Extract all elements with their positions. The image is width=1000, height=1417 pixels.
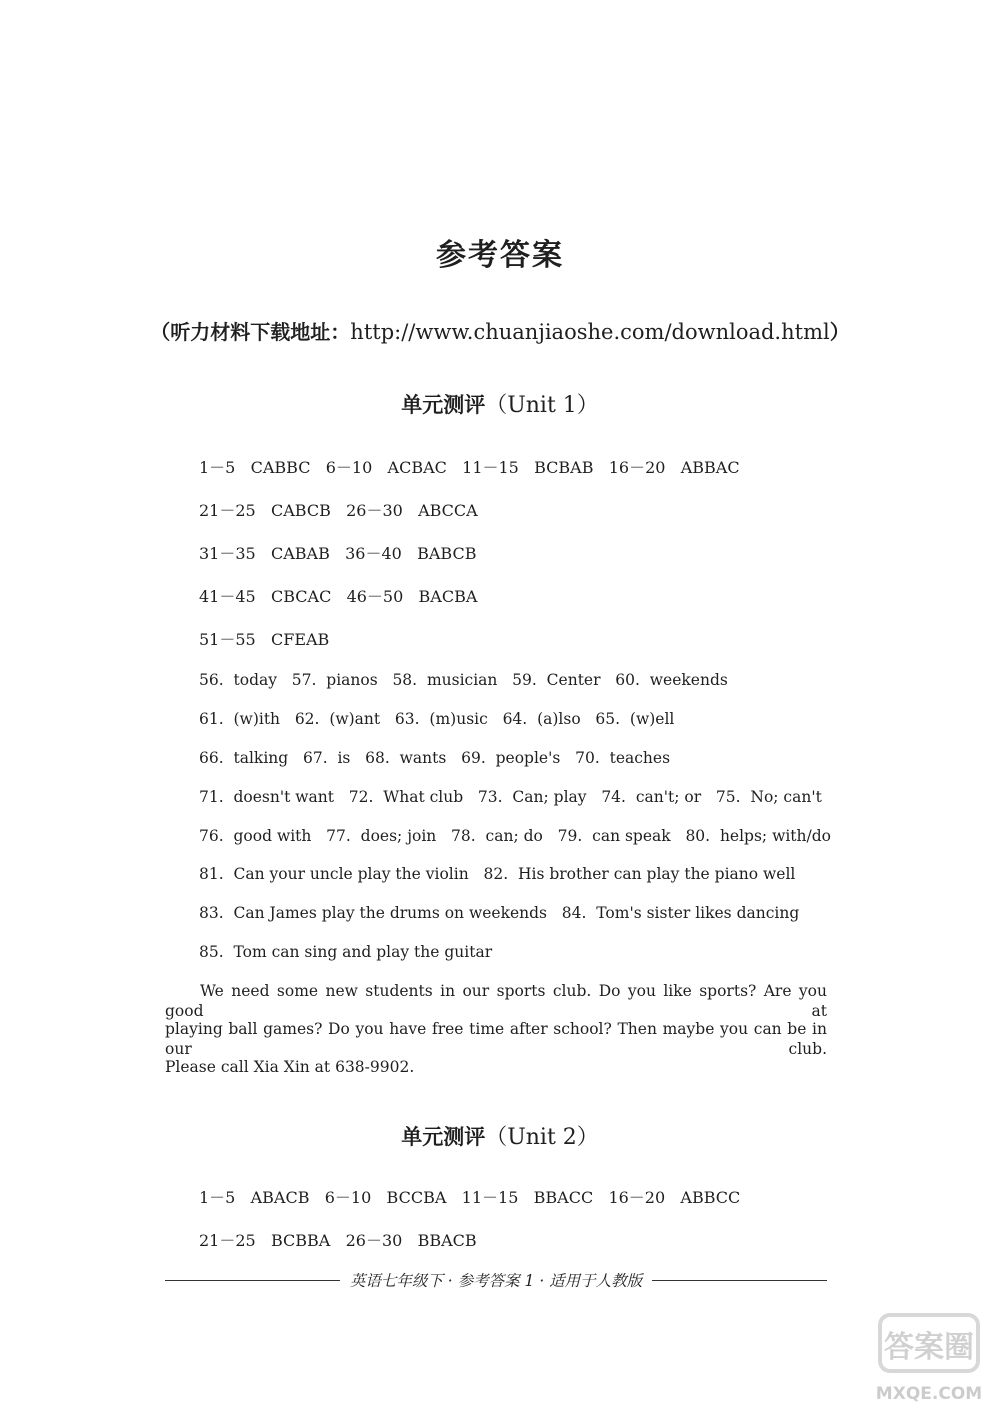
download-note: [0, 316, 1000, 345]
watermark-top-text: 答案圈: [884, 1330, 974, 1365]
page-title: 参考答案: [436, 238, 564, 273]
unit1-answer-line: 81. Can your uncle play the violin 82. His brother can play the piano well: [199, 865, 796, 883]
download-note-prefix: （听力材料下载地址：: [150, 320, 351, 344]
unit1-paragraph-line: We need some new students in our sports club. Do you like sports? Are you good at: [165, 982, 827, 1020]
watermark-bottom-text: MXQE.COM: [875, 1384, 983, 1404]
unit1-answer-line: 76. good with 77. does; join 78. can; do 79. can speak 80. helps; with/do: [199, 827, 831, 845]
unit1-heading-cn: 单元测评: [401, 393, 486, 417]
download-note-suffix: ）: [829, 320, 850, 344]
unit1-answer-line: 83. Can James play the drums on weekends 84. Tom's sister likes dancing: [199, 904, 800, 922]
unit1-answer-line: 71. doesn't want 72. What club 73. Can; play 74. can't; or 75. No; can't: [199, 788, 822, 806]
unit1-answer-line: 1－5 CABBC 6－10 ACBAC 11－15 BCBAB 16－20 ABBAC: [199, 458, 740, 477]
unit1-answer-line: 85. Tom can sing and play the guitar: [199, 943, 493, 961]
unit1-answer-line: 51－55 CFEAB: [199, 630, 330, 649]
footer-text: 英语七年级下 · 参考答案 1 · 适用于人教版: [349, 1272, 643, 1290]
watermark-logo: [874, 1309, 984, 1409]
unit1-answer-line: 61. (w)ith 62. (w)ant 63. (m)usic 64. (a)lso 65. (w)ell: [199, 710, 675, 728]
unit2-answer-line: 1－5 ABACB 6－10 BCCBA 11－15 BBACC 16－20 ABBCC: [199, 1188, 741, 1207]
unit2-heading: [0, 1120, 1000, 1151]
unit1-answer-line: 66. talking 67. is 68. wants 69. people's 70. teaches: [199, 749, 671, 767]
footer-rule-left: [165, 1280, 340, 1281]
unit2-heading-cn: 单元测评: [401, 1125, 486, 1149]
unit1-heading: [0, 388, 1000, 419]
unit1-paragraph-line: Please call Xia Xin at 638-9902.: [165, 1058, 415, 1076]
unit1-answer-line: 41－45 CBCAC 46－50 BACBA: [199, 587, 478, 606]
unit1-answer-line: 56. today 57. pianos 58. musician 59. Center 60. weekends: [199, 671, 728, 689]
footer-rule-right: [652, 1280, 827, 1281]
unit1-answer-line: 21－25 CABCB 26－30 ABCCA: [199, 501, 478, 520]
unit1-heading-en: （Unit 1）: [485, 393, 599, 418]
page-footer: [165, 1268, 827, 1292]
unit2-answer-line: 21－25 BCBBA 26－30 BBACB: [199, 1231, 477, 1250]
unit2-heading-en: （Unit 2）: [485, 1125, 599, 1150]
unit1-paragraph-line: playing ball games? Do you have free time after school? Then maybe you can be in our club.: [165, 1020, 827, 1058]
unit1-answer-line: 31－35 CABAB 36－40 BABCB: [199, 544, 477, 563]
download-url[interactable]: http://www.chuanjiaoshe.com/download.html: [350, 320, 830, 344]
